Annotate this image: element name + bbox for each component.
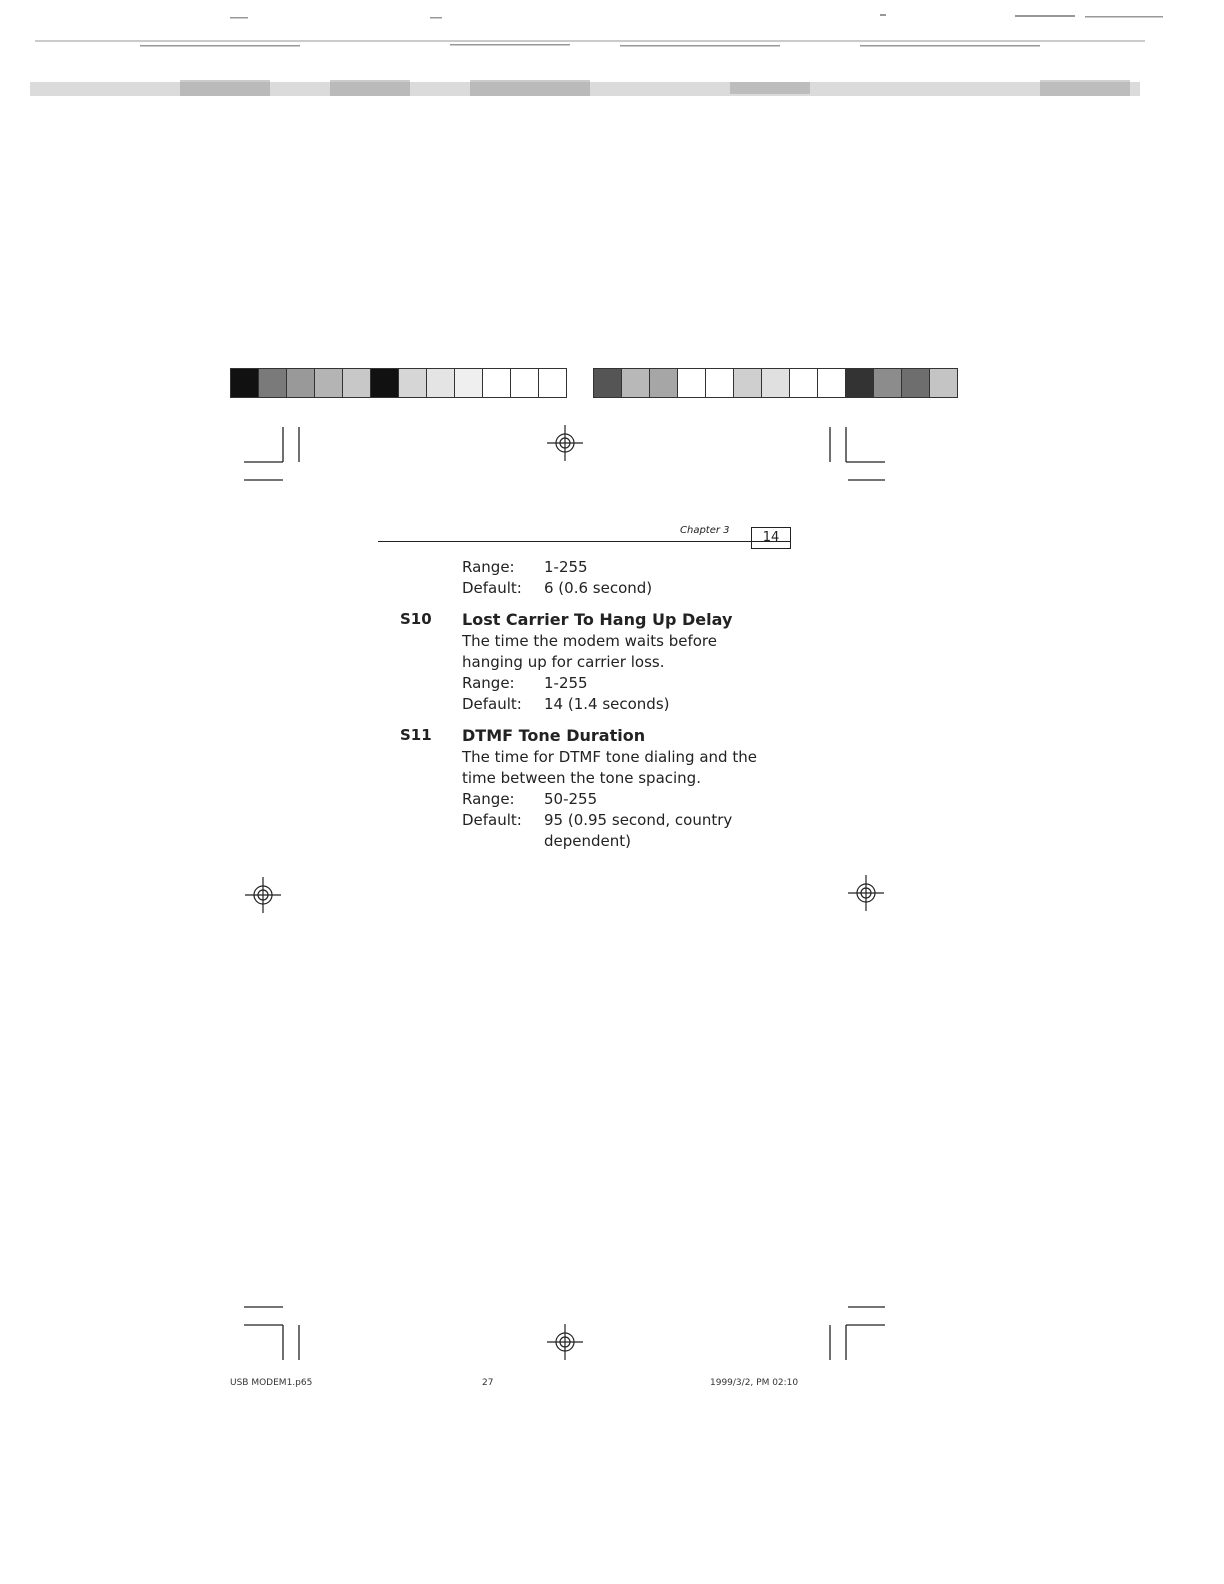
range-value: 1-255: [544, 558, 588, 576]
crop-mark-bottom-right: [830, 1307, 885, 1360]
register-s11: [400, 725, 820, 852]
register-list: [400, 557, 820, 852]
footer-page: 27: [482, 1378, 494, 1388]
header-rule: [378, 541, 790, 542]
range-value: 50-255: [544, 790, 598, 808]
default-value: 14 (1.4 seconds): [544, 695, 670, 713]
crop-mark-top-left: [244, 427, 299, 480]
page-number-box: 14: [751, 527, 791, 549]
registration-target-bottom: [547, 1324, 583, 1360]
footer-timestamp: 1999/3/2, PM 02:10: [710, 1378, 799, 1388]
registration-target-right: [848, 875, 884, 911]
registration-target-left: [245, 877, 281, 913]
default-value: 95 (0.95 second, country dependent): [544, 811, 733, 850]
range-value: 1-255: [544, 674, 588, 692]
crop-mark-bottom-left: [244, 1307, 299, 1360]
register-s10: [400, 609, 820, 715]
register-title: Lost Carrier To Hang Up Delay: [462, 610, 733, 629]
default-label: Default:: [462, 811, 522, 829]
scan-noise-strip: [0, 0, 1224, 130]
default-value: 6 (0.6 second): [544, 579, 653, 597]
range-label: Range:: [462, 674, 515, 692]
registration-target-top: [547, 425, 583, 461]
register-description: The time for DTMF tone dialing and the time between the tone spacing.: [462, 748, 757, 787]
intro-default-row: [400, 578, 820, 599]
registration-color-bar-left: [230, 368, 566, 398]
intro-range-row: [400, 557, 820, 578]
footer-filename: USB MODEM1.p65: [230, 1378, 313, 1388]
register-title: DTMF Tone Duration: [462, 726, 646, 745]
register-id: S10: [400, 610, 432, 628]
register-id: S11: [400, 726, 432, 744]
range-label: Range:: [462, 790, 515, 808]
range-label: Range:: [462, 558, 515, 576]
registration-color-bar-right: [593, 368, 957, 398]
default-label: Default:: [462, 579, 522, 597]
default-label: Default:: [462, 695, 522, 713]
chapter-label: Chapter 3: [680, 525, 730, 536]
crop-mark-top-right: [830, 427, 885, 480]
register-description: The time the modem waits before hanging up for carrier loss.: [462, 632, 717, 671]
